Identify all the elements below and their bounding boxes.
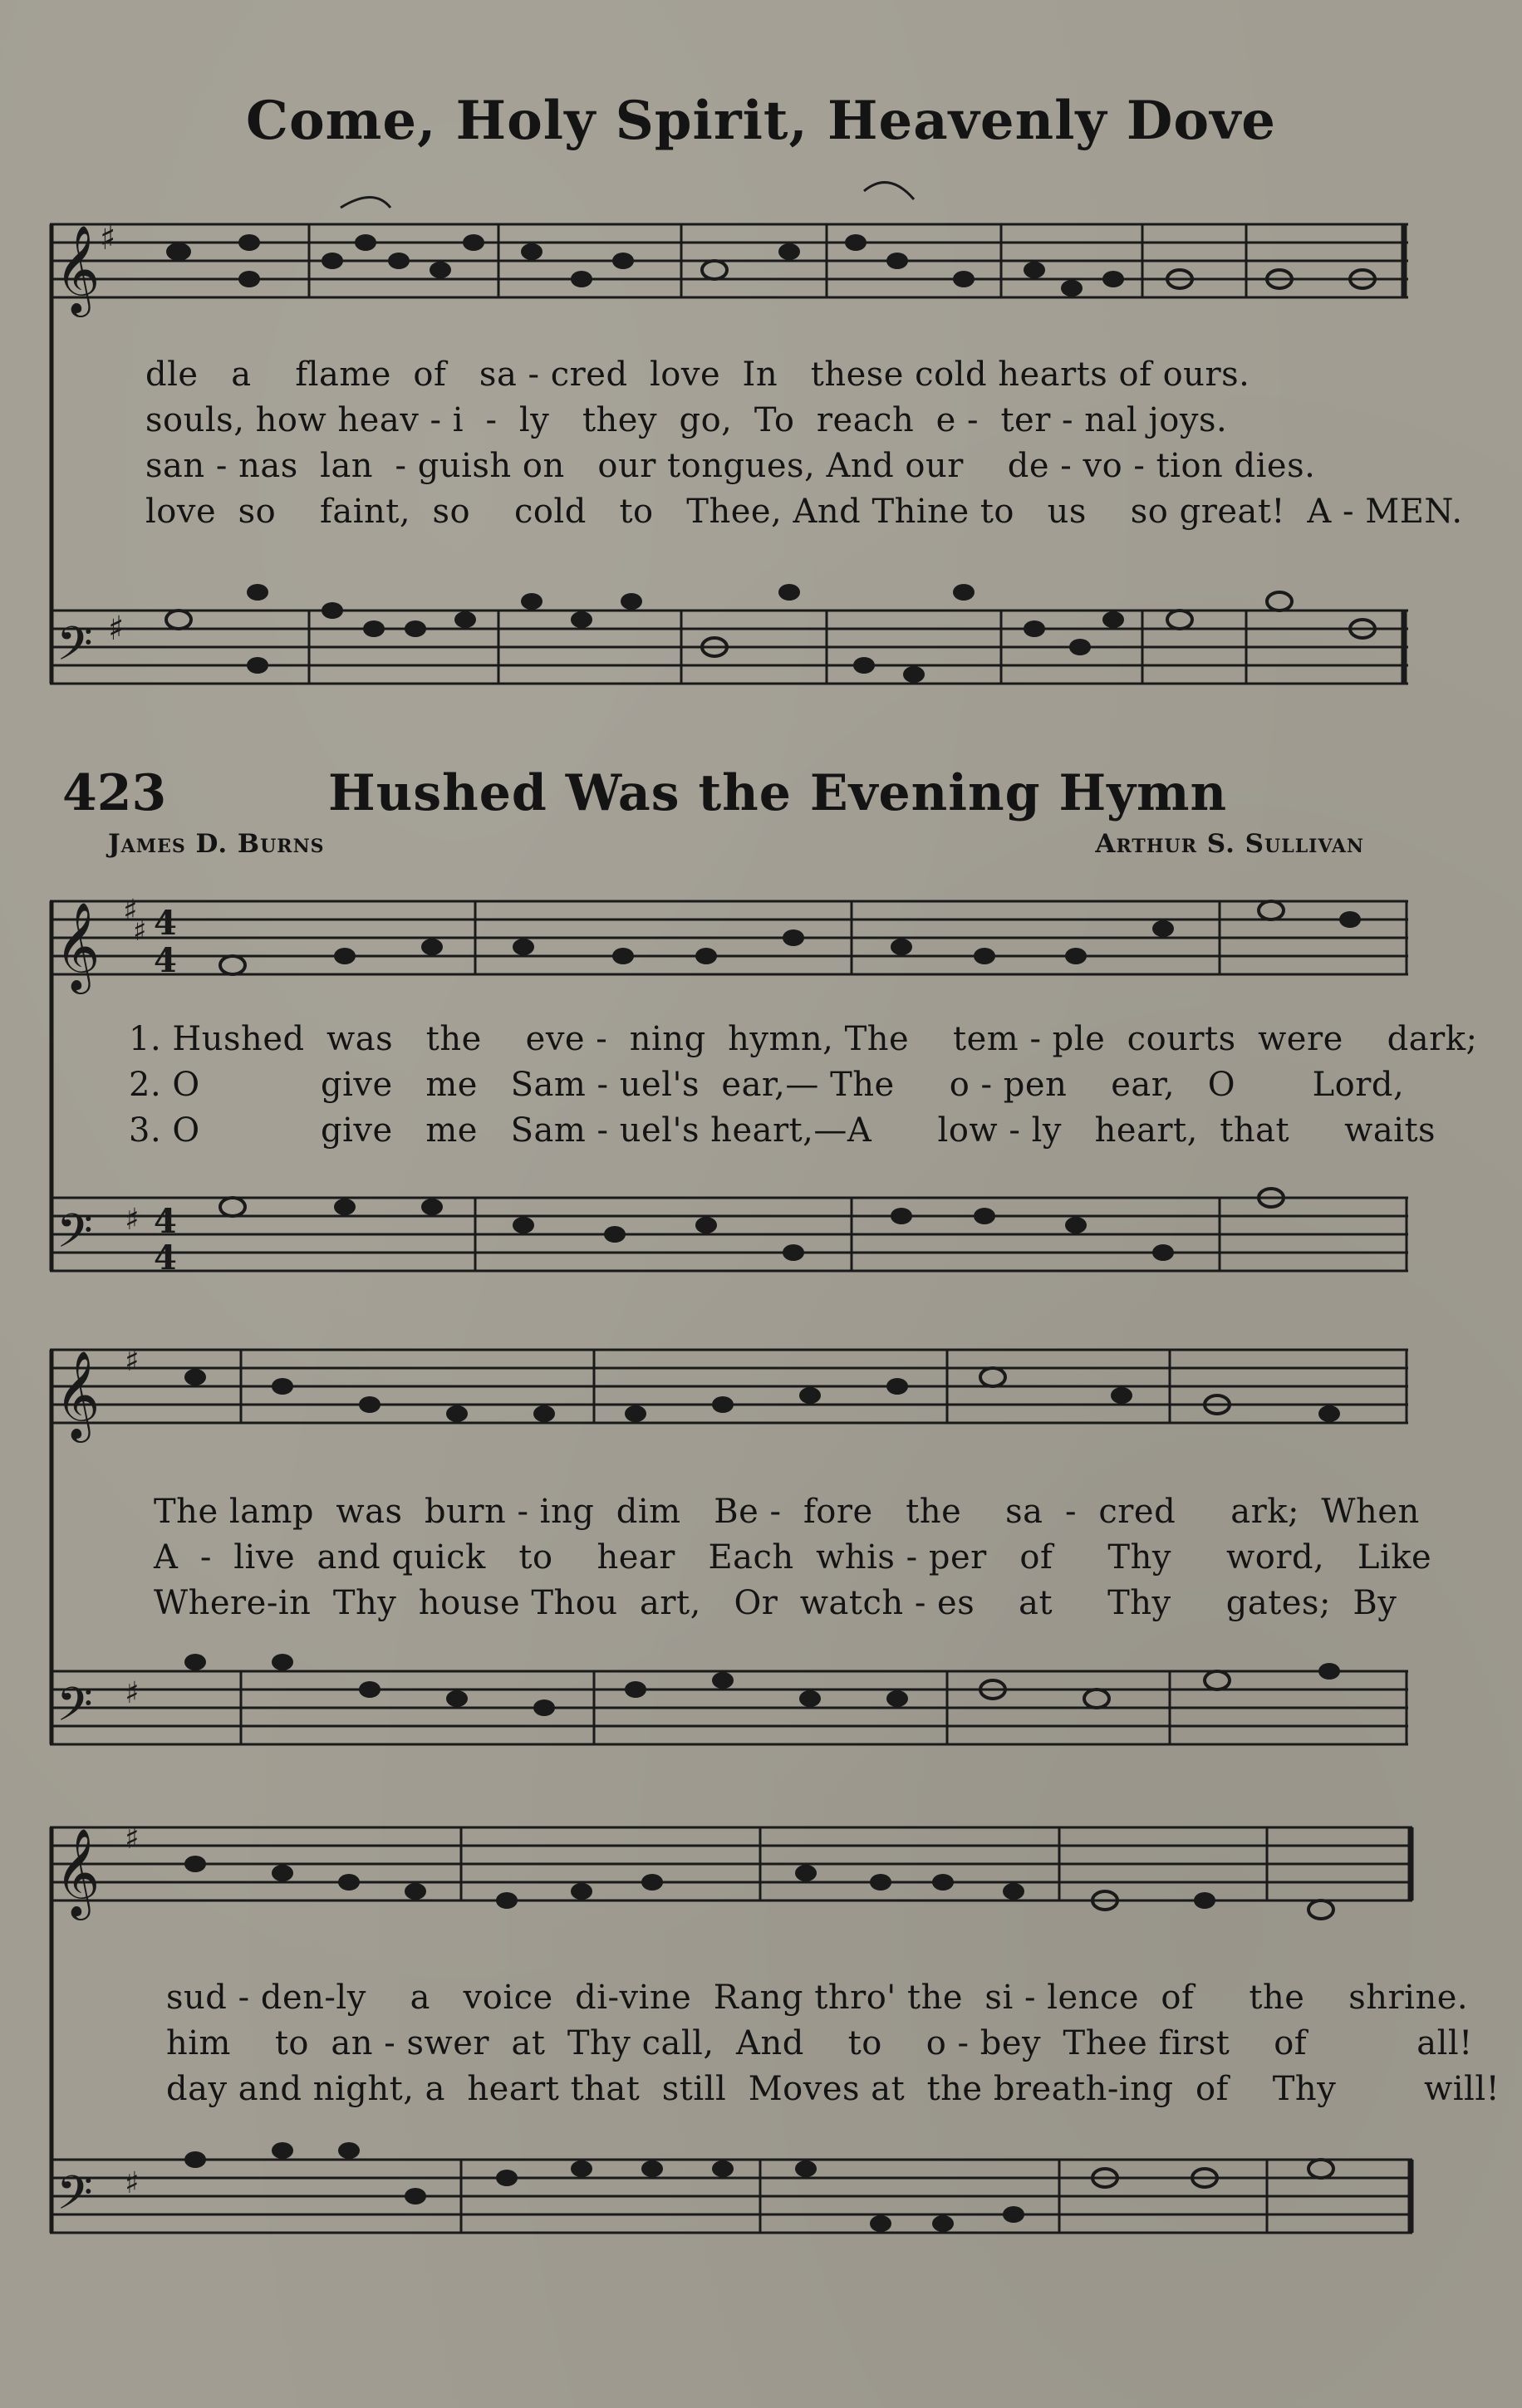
system1-bass-notes (220, 1189, 1284, 1261)
sharp-icon: ♯ (125, 1676, 140, 1710)
time-signature-bottom: 4 (154, 1238, 177, 1278)
sharp-icon: ♯ (125, 1344, 140, 1378)
system1-bass-staff (50, 1198, 1408, 1271)
system3-lyric-verse-2: him to an - swer at Thy call, And to o - bey Thee first of all! (166, 2024, 1473, 2062)
top-lyric-verse-4: love so faint, so cold to Thee, And Thine to us so great! A - MEN. (145, 493, 1463, 531)
top-lyric-verse-3: san - nas lan - guish on our tongues, And our de - vo - tion dies. (145, 447, 1316, 485)
hymn-number: 423 (62, 764, 167, 822)
sharp-icon: ♯ (133, 915, 147, 948)
system1-treble-staff (50, 901, 1408, 974)
time-signature-top: 4 (154, 1202, 177, 1241)
bass-clef-icon: 𝄢 (56, 2166, 93, 2232)
system2-lyric-verse-2: A - live and quick to hear Each whis - per of Thy word, Like (154, 1538, 1432, 1577)
treble-clef-icon: 𝄞 (55, 1827, 101, 1916)
system3-treble-staff (50, 1827, 1412, 1900)
top-lyric-verse-2: souls, how heav - i - ly they go, To reach e - ter - nal joys. (145, 401, 1228, 439)
system2-lyric-verse-3: Where-in Thy house Thou art, Or watch - es at Thy gates; By (154, 1584, 1397, 1622)
bass-clef-icon: 𝄢 (56, 617, 93, 683)
lyricist-credit: James D. Burns (108, 829, 325, 859)
system2-treble-notes (184, 1368, 1340, 1422)
sharp-icon: ♯ (125, 2166, 140, 2200)
time-signature-bottom: 4 (154, 941, 177, 980)
system1-lyric-verse-1: 1. Hushed was the eve - ning hymn, The tem - ple courts were dark; (129, 1020, 1478, 1058)
system2-lyric-verse-1: The lamp was burn - ing dim Be - fore the sa - cred ark; When (154, 1493, 1420, 1531)
treble-clef-icon: 𝄞 (55, 901, 101, 990)
system1-lyric-verse-3: 3. O give me Sam - uel's heart,—A low - ly heart, that waits (129, 1111, 1436, 1150)
sharp-icon: ♯ (123, 894, 138, 928)
system2-treble-staff (50, 1350, 1408, 1423)
system3-lyric-verse-1: sud - den-ly a voice di-vine Rang thro' the si - lence of the shrine. (166, 1979, 1469, 2017)
treble-clef-icon: 𝄞 (55, 224, 101, 313)
sharp-icon: ♯ (125, 1203, 140, 1237)
treble-clef-icon: 𝄞 (55, 1350, 101, 1439)
composer-credit: Arthur S. Sullivan (1095, 829, 1364, 859)
sharp-icon: ♯ (108, 610, 125, 648)
bass-clef-icon: 𝄢 (56, 1204, 93, 1270)
time-signature-top: 4 (154, 904, 177, 943)
system3-lyric-verse-3: day and night, a heart that still Moves at the breath-ing of Thy will! (166, 2070, 1500, 2108)
bass-clef-icon: 𝄢 (56, 1678, 93, 1743)
sharp-icon: ♯ (125, 1822, 140, 1856)
hymn-title: Hushed Was the Evening Hymn (328, 764, 1228, 822)
system1-lyric-verse-2: 2. O give me Sam - uel's ear,— The o - pen ear, O Lord, (129, 1066, 1405, 1104)
top-lyric-verse-1: dle a flame of sa - cred love In these cold hearts of ours. (145, 356, 1250, 394)
sharp-icon: ♯ (100, 219, 116, 257)
top-hymn-title: Come, Holy Spirit, Heavenly Dove (246, 90, 1276, 152)
